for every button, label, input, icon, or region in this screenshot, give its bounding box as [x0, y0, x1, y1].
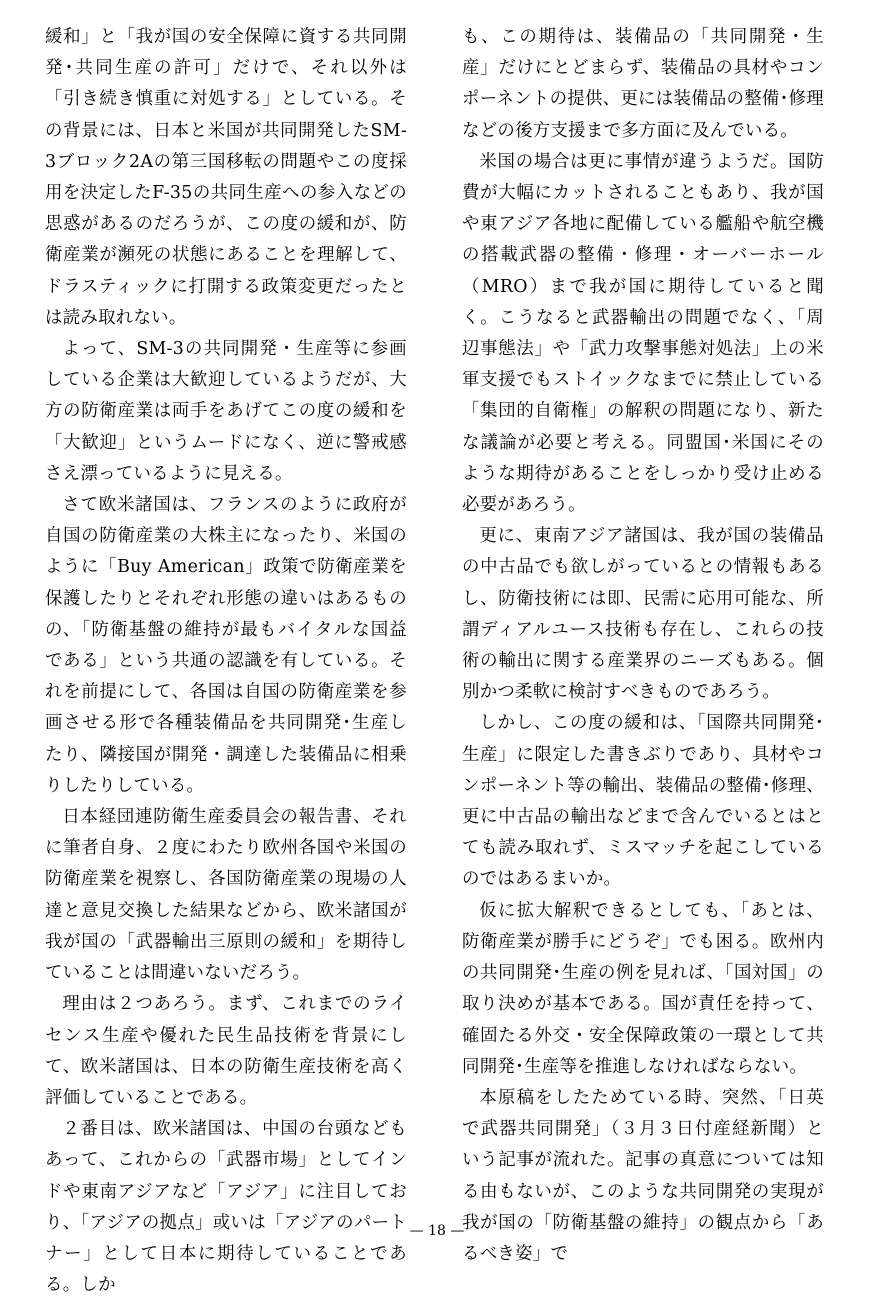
- right-column: [462, 22, 824, 1270]
- paragraph: も、この期待は、装備品の「共同開発・生産」だけにとどまらず、装備品の具材やコンポーネントの提供、更には装備品の整備･修理などの後方支援まで多方面に及んでいる。: [462, 27, 824, 141]
- paragraph: ２番目は、欧米諸国は、中国の台頭などもあって、これからの「武器市場」としてインドや東南アジアなど「アジア」に注目しており、「アジアの拠点」或いは「アジアのパートナー」として日本に期待していることである。しか: [45, 1119, 407, 1296]
- paragraph: 日本経団連防衛生産委員会の報告書、それに筆者自身、２度にわたり欧州各国や米国の防衛産業を視察し、各国防衛産業の現場の人達と意見交換した結果などから、欧米諸国が我が国の「武器輸出三原則の緩和」を期待していることは間違いないだろう。: [45, 807, 407, 984]
- left-column: [45, 22, 407, 1301]
- page-number: — 18 —: [409, 1223, 465, 1239]
- paragraph: さて欧米諸国は、フランスのように政府が自国の防衛産業の大株主になったり、米国のように「Buy American」政策で防衛産業を保護したりとそれぞれ形態の違いはあるものの、「防衛基盤の維持が最もバイタルな国益である」という共通の認識を有している。それを前提にして、各国は自国の防衛産業を参画させる形で各種装備品を共同開発･生産したり、隣接国が開発・調達した装備品に相乗りしたりしている。: [45, 495, 407, 796]
- paragraph: 本原稿をしたためている時、突然、「日英で武器共同開発」（３月３日付産経新聞）という記事が流れた。記事の真意については知る由もないが、このような共同開発の実現が我が国の「防衛基盤の維持」の観点から「あるべき姿」で: [462, 1087, 824, 1264]
- paragraph: 理由は２つあろう。まず、これまでのライセンス生産や優れた民生品技術を背景にして、欧米諸国は、日本の防衛生産技術を高く評価していることである。: [45, 994, 407, 1108]
- paragraph: よって、SM-3の共同開発・生産等に参画している企業は大歓迎しているようだが、大方の防衛産業は両手をあげてこの度の緩和を「大歓迎」というムードになく、逆に警戒感さえ漂っているように見える。: [45, 339, 407, 484]
- paragraph: 緩和」と「我が国の安全保障に資する共同開発･共同生産の許可」だけで、それ以外は「引き続き慎重に対処する」としている。その背景には、日本と米国が共同開発したSM-3ブロック2Aの第三国移転の問題やこの度採用を決定したF-35の共同生産への参入などの思惑があるのだろうが、この度の緩和が、防衛産業が瀕死の状態にあることを理解して、ドラスティックに打開する政策変更だったとは読み取れない。: [45, 27, 407, 328]
- paragraph: しかし、この度の緩和は、「国際共同開発･生産」に限定した書きぶりであり、具材やコンポーネント等の輸出、装備品の整備･修理、更に中古品の輸出などまで含んでいるとはとても読み取れず、ミスマッチを起こしているのではあるまいか。: [462, 713, 824, 890]
- paragraph: 米国の場合は更に事情が違うようだ。国防費が大幅にカットされることもあり、我が国や東アジア各地に配備している艦船や航空機の搭載武器の整備・修理・オーバーホール（MRO）まで我が国に期待していると聞く。こうなると武器輸出の問題でなく、「周辺事態法」や「武力攻撃事態対処法」上の米軍支援でもストイックなまでに禁止している「集団的自衛権」の解釈の問題になり、新たな議論が必要と考える。同盟国･米国にそのような期待があることをしっかり受け止める必要があろう。: [462, 151, 824, 516]
- paragraph: 仮に拡大解釈できるとしても、「あとは、防衛産業が勝手にどうぞ」でも困る。欧州内の共同開発･生産の例を見れば、「国対国」の取り決めが基本である。国が責任を持って、確固たる外交・安全保障政策の一環として共同開発･生産等を推進しなければならない。: [462, 900, 824, 1077]
- paragraph: 更に、東南アジア諸国は、我が国の装備品の中古品でも欲しがっているとの情報もあるし、防衛技術には即、民需に応用可能な、所謂ディアルユース技術も存在し、これらの技術の輸出に関する産業界のニーズもある。個別かつ柔軟に検討すべきものであろう。: [462, 526, 824, 703]
